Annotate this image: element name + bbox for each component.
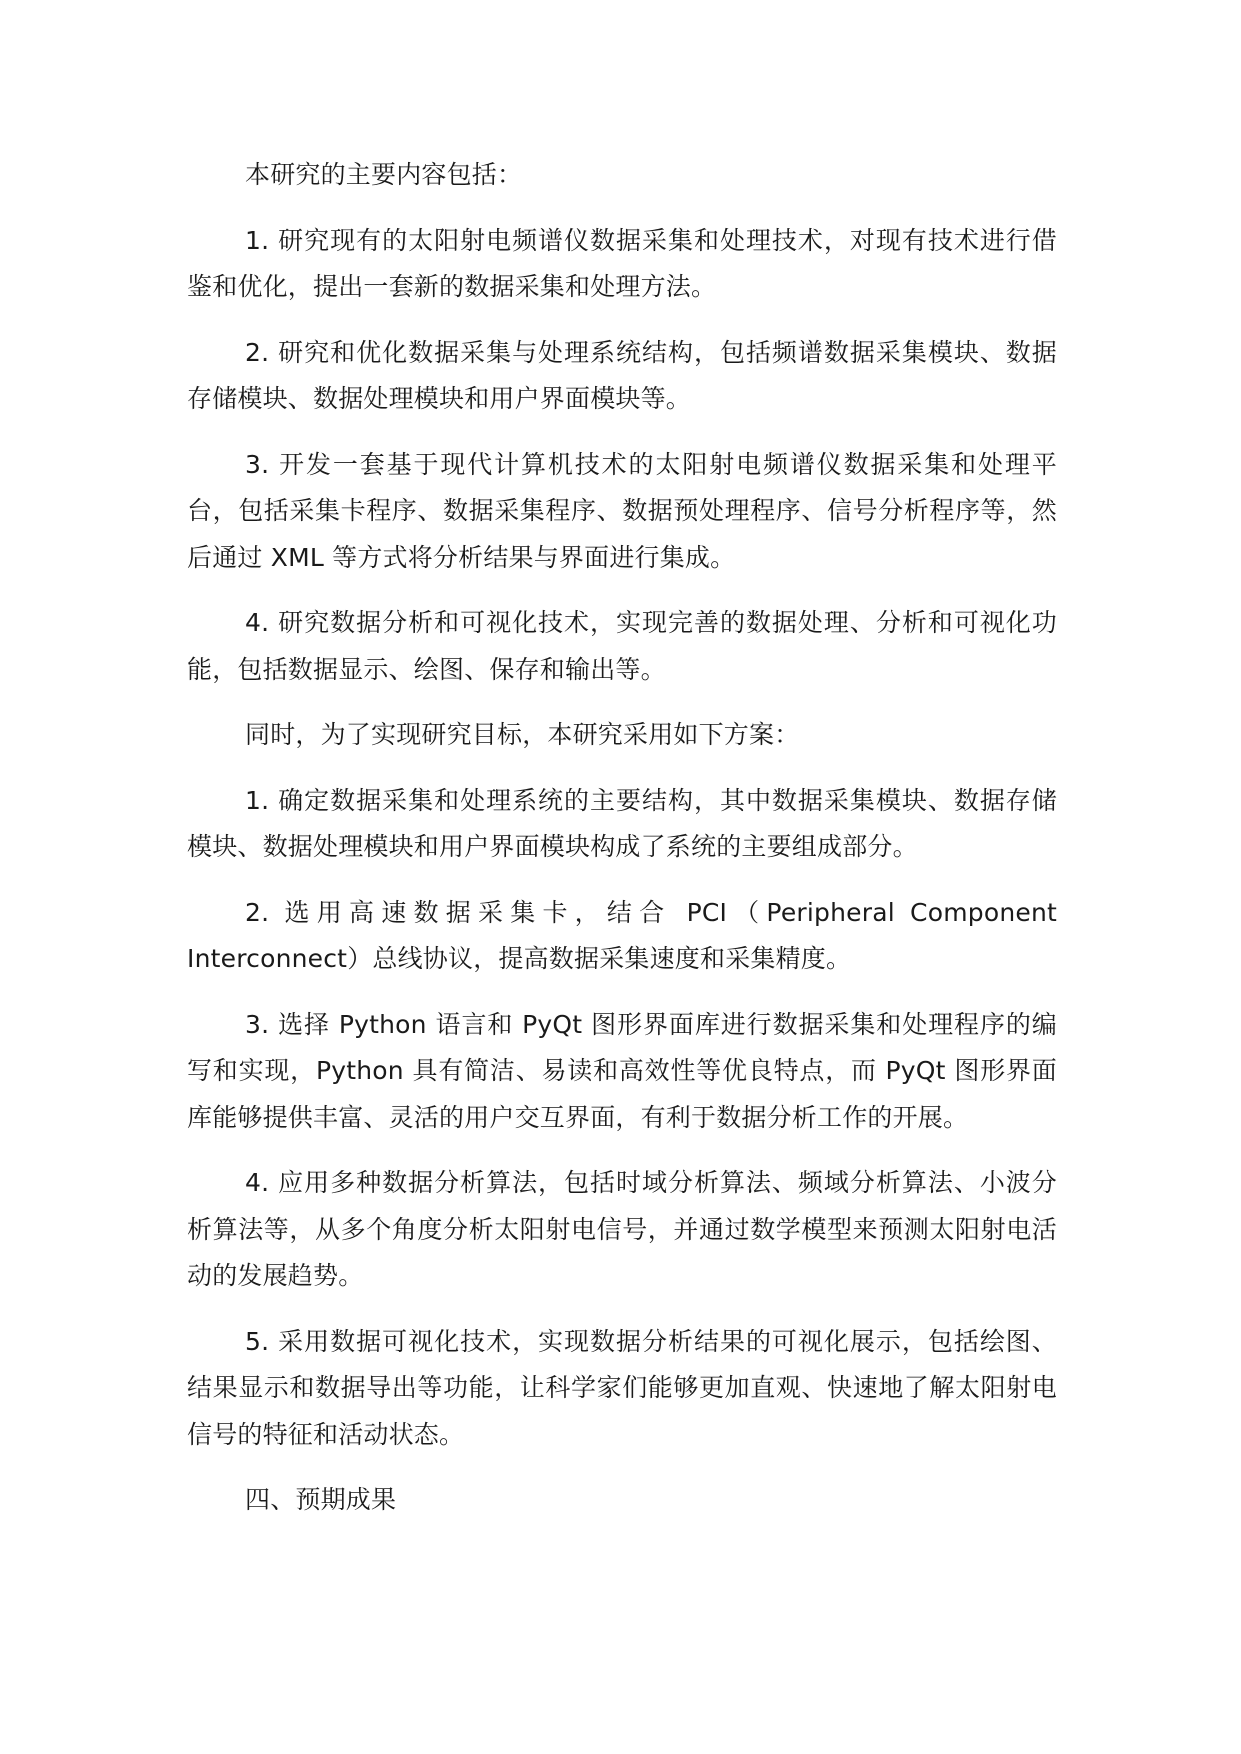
- paragraph-plan-item-5: 5. 采用数据可视化技术，实现数据分析结果的可视化展示，包括绘图、结果显示和数据导出等功能，让科学家们能够更加直观、快速地了解太阳射电信号的特征和活动状态。: [187, 1326, 1057, 1449]
- paragraph-plan-item-1: 1. 确定数据采集和处理系统的主要结构，其中数据采集模块、数据存储模块、数据处理模块和用户界面模块构成了系统的主要组成部分。: [187, 785, 1057, 861]
- document-body: [187, 152, 1057, 1524]
- paragraph-plan-intro: 同时，为了实现研究目标，本研究采用如下方案：: [245, 720, 800, 749]
- paragraph-content-item-4: 4. 研究数据分析和可视化技术，实现完善的数据处理、分析和可视化功能，包括数据显示、绘图、保存和输出等。: [187, 608, 1057, 684]
- paragraph-content-item-1: 1. 研究现有的太阳射电频谱仪数据采集和处理技术，对现有技术进行借鉴和优化，提出一套新的数据采集和处理方法。: [187, 225, 1057, 301]
- paragraph-plan-item-2: 2. 选用高速数据采集卡，结合 PCI（Peripheral Component Interconnect）总线协议，提高数据采集速度和采集精度。: [187, 897, 1057, 973]
- paragraph-content-item-3: 3. 开发一套基于现代计算机技术的太阳射电频谱仪数据采集和处理平台，包括采集卡程序、数据采集程序、数据预处理程序、信号分析程序等，然后通过 XML 等方式将分析结果与界面进行集成。: [187, 449, 1057, 572]
- paragraph-intro: 本研究的主要内容包括：: [245, 160, 523, 189]
- section-heading-expected-results: 四、预期成果: [245, 1485, 397, 1514]
- paragraph-plan-item-4: 4. 应用多种数据分析算法，包括时域分析算法、频域分析算法、小波分析算法等，从多个角度分析太阳射电信号，并通过数学模型来预测太阳射电活动的发展趋势。: [187, 1168, 1057, 1290]
- paragraph-plan-item-3: 3. 选择 Python 语言和 PyQt 图形界面库进行数据采集和处理程序的编写和实现，Python 具有简洁、易读和高效性等优良特点，而 PyQt 图形界面库能够提供丰富、灵活的用户交互界面，有利于数据分析工作的开展。: [187, 1009, 1057, 1132]
- paragraph-content-item-2: 2. 研究和优化数据采集与处理系统结构，包括频谱数据采集模块、数据存储模块、数据处理模块和用户界面模块等。: [187, 337, 1057, 413]
